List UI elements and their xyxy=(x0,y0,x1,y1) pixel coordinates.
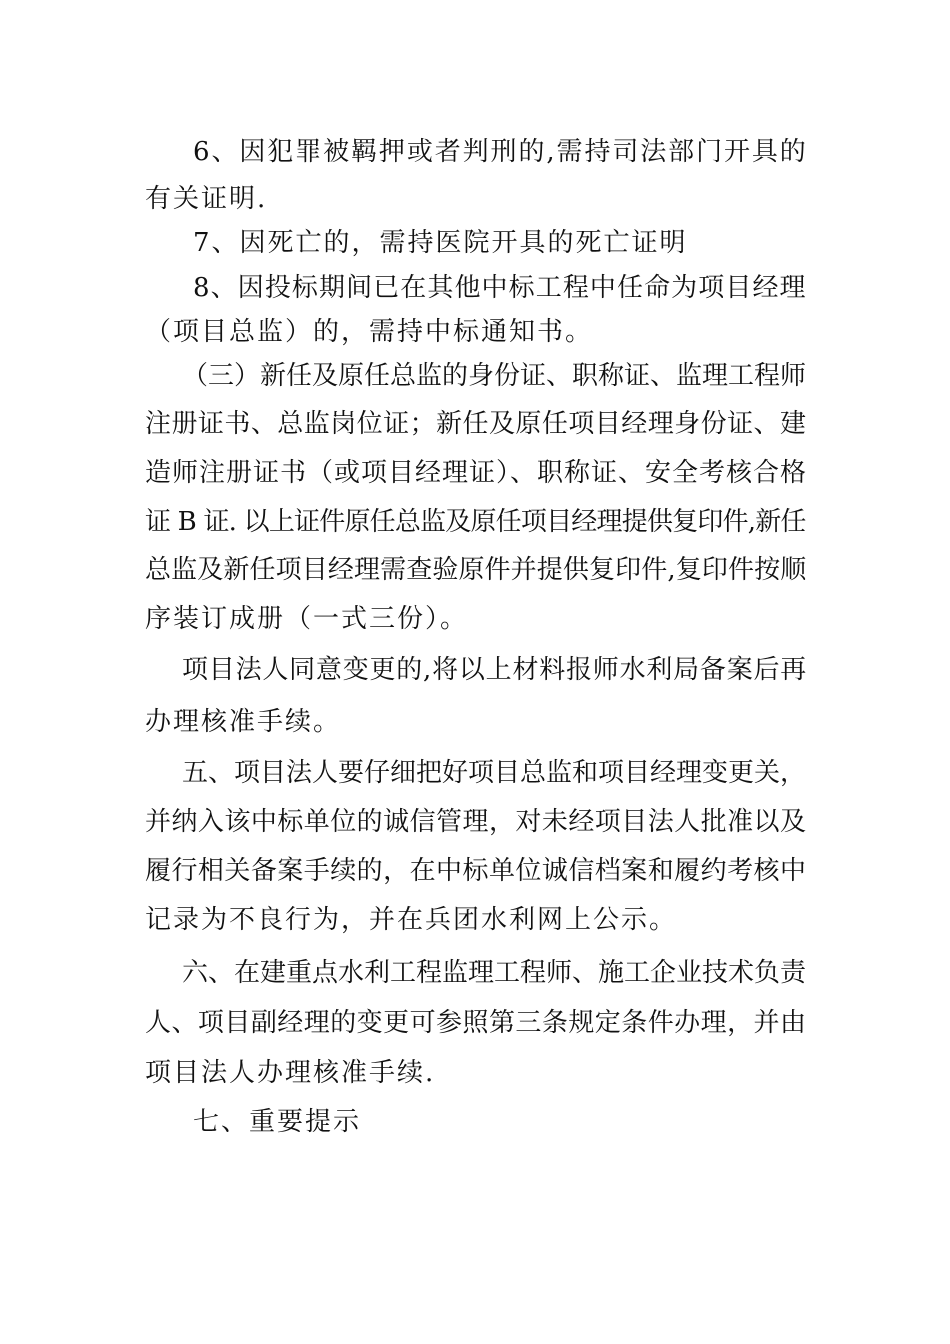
text-line-article6-cont2: 项目法人办理核准手续. xyxy=(145,1058,436,1088)
text-line-section3-cont3: 证 B 证. 以上证件原任总监及原任项目经理提供复印件,新任 xyxy=(145,507,806,537)
text-line-article6: 六、在建重点水利工程监理工程师、施工企业技术负责 xyxy=(182,958,807,988)
text-line-item7: 7、因死亡的，需持医院开具的死亡证明 xyxy=(193,228,688,258)
text-line-approval: 项目法人同意变更的,将以上材料报师水利局备案后再 xyxy=(182,655,808,685)
text-line-item6-cont: 有关证明. xyxy=(145,184,268,214)
text-line-article7: 七、重要提示 xyxy=(193,1107,362,1137)
text-line-approval-cont: 办理核准手续。 xyxy=(145,707,342,737)
text-line-article5-cont3: 记录为不良行为，并在兵团水利网上公示。 xyxy=(145,905,678,935)
text-line-section3: （三）新任及原任总监的身份证、职称证、监理工程师 xyxy=(182,361,807,391)
text-line-article5-cont1: 并纳入该中标单位的诚信管理，对未经项目法人批准以及 xyxy=(145,807,807,837)
text-line-section3-cont4: 总监及新任项目经理需查验原件并提供复印件,复印件按顺 xyxy=(145,555,807,585)
text-line-article5-cont2: 履行相关备案手续的，在中标单位诚信档案和履约考核中 xyxy=(145,856,807,886)
text-line-section3-cont2: 造师注册证书（或项目经理证）、职称证、安全考核合格 xyxy=(145,458,808,488)
text-line-item6: 6、因犯罪被羁押或者判刑的,需持司法部门开具的 xyxy=(193,137,808,167)
text-line-item8-cont: （项目总监）的，需持中标通知书。 xyxy=(145,317,594,347)
text-line-article6-cont1: 人、项目副经理的变更可参照第三条规定条件办理，并由 xyxy=(145,1008,807,1038)
text-line-section3-cont5: 序装订成册（一式三份）。 xyxy=(145,604,469,634)
text-line-item8: 8、因投标期间已在其他中标工程中任命为项目经理 xyxy=(193,273,807,303)
text-line-section3-cont1: 注册证书、总监岗位证；新任及原任项目经理身份证、建 xyxy=(145,409,807,439)
text-line-article5: 五、项目法人要仔细把好项目总监和项目经理变更关， xyxy=(182,758,807,788)
